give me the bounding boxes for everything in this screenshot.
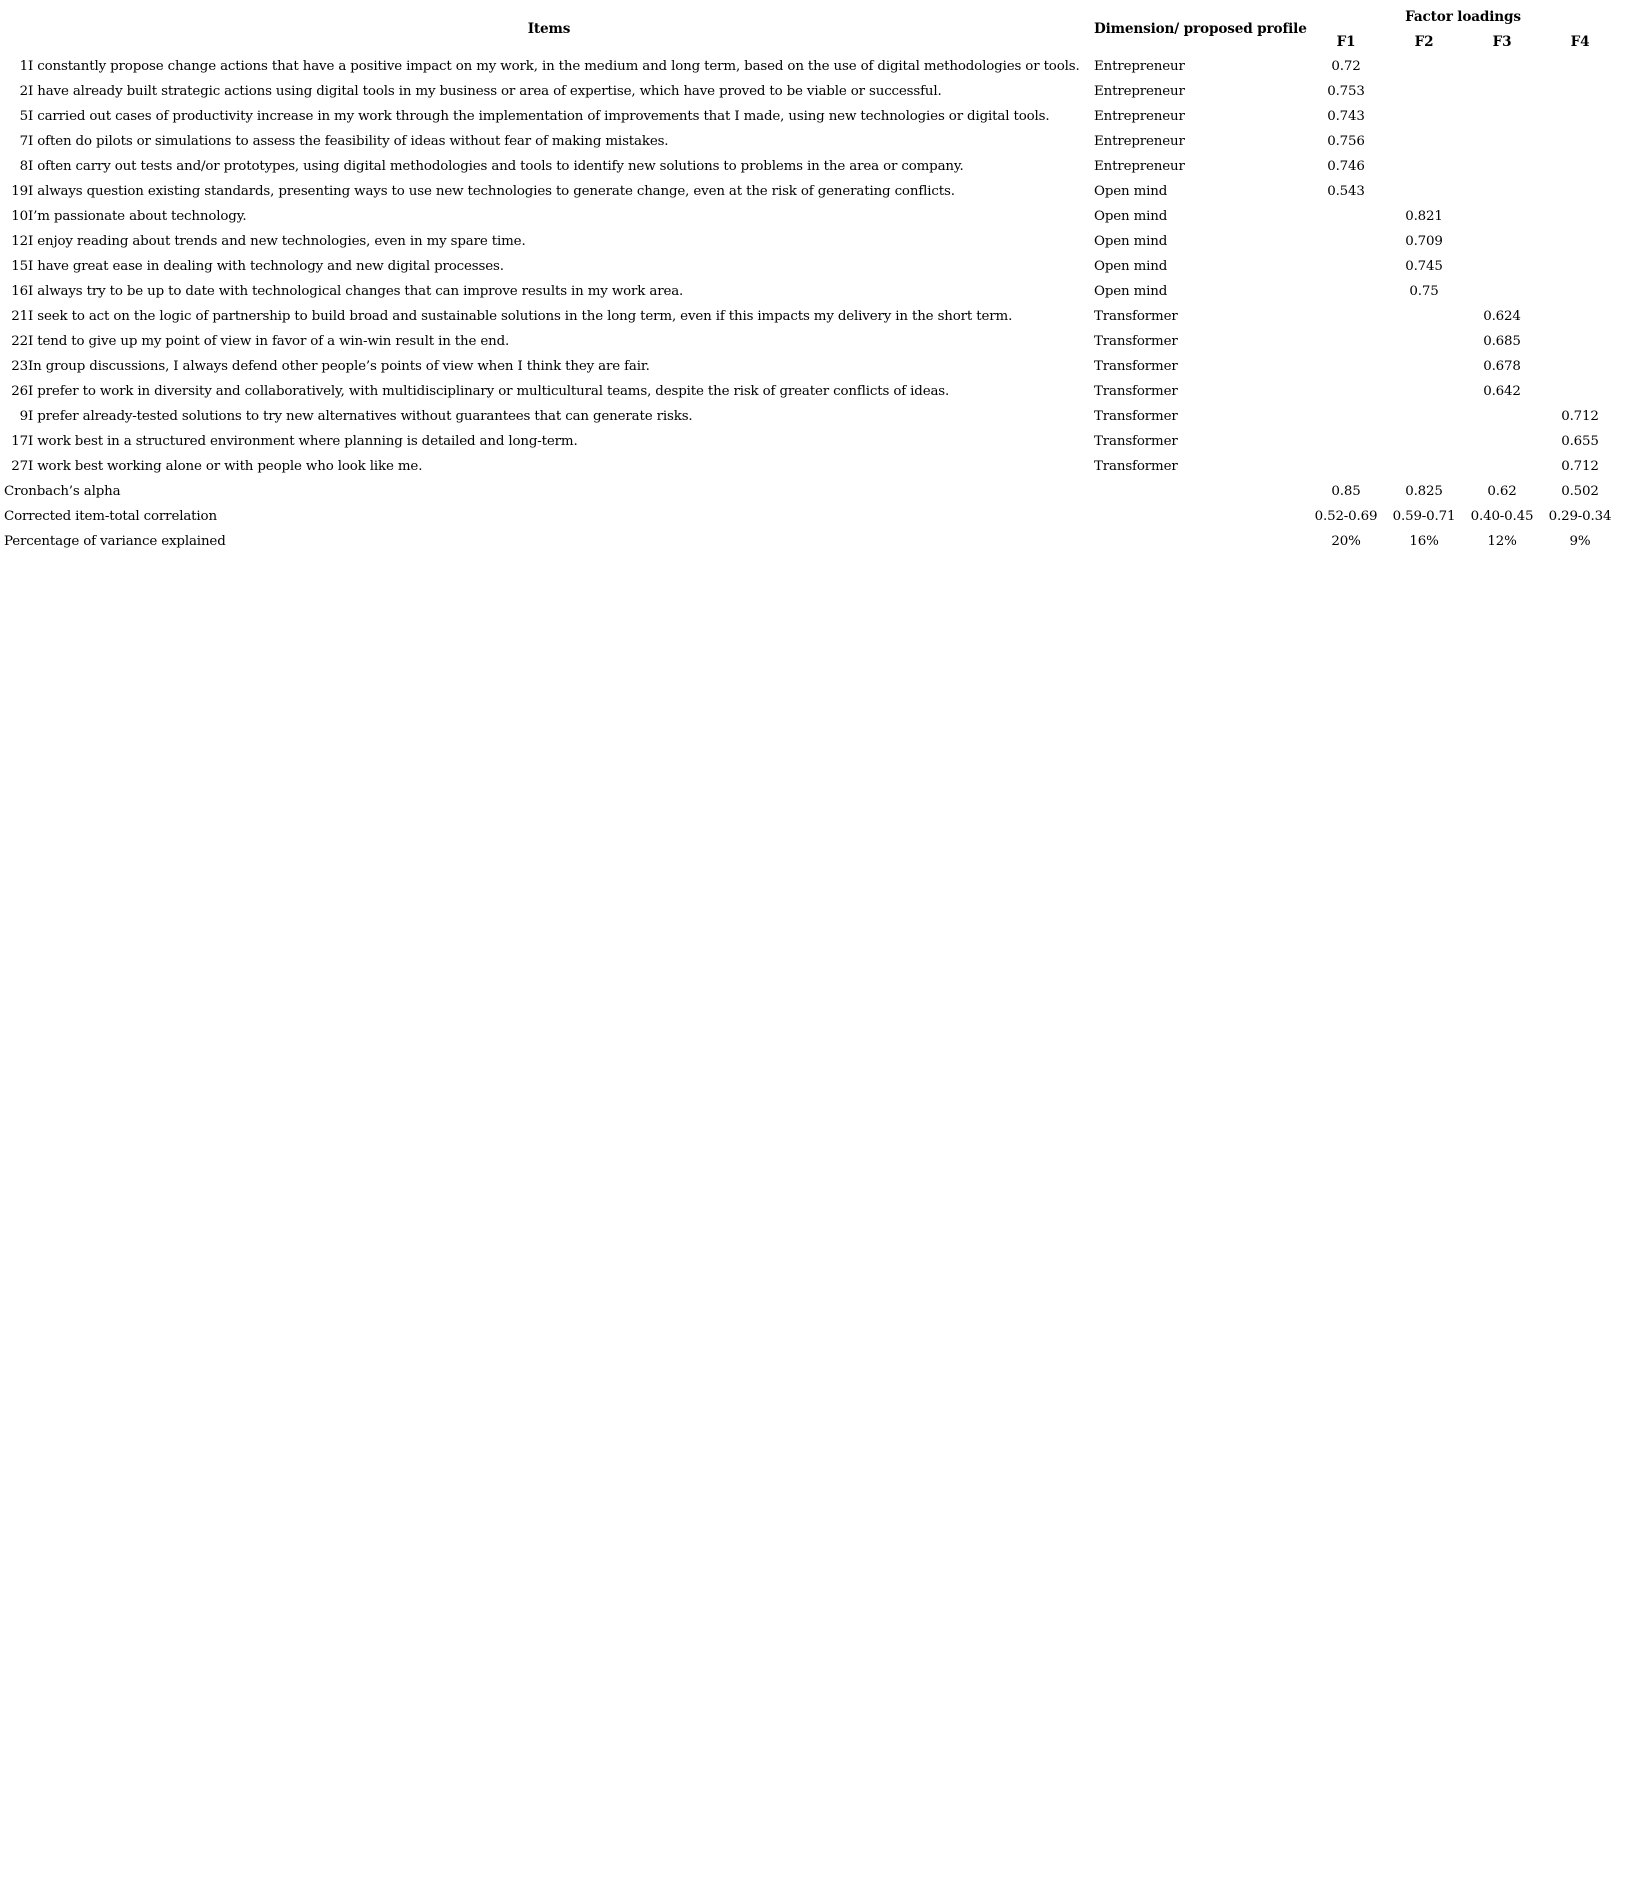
loading-cell-f3 [1463, 454, 1541, 479]
table-row [4, 354, 1619, 379]
summary-value-f4: 0.502 [1561, 484, 1599, 499]
dimension-cell: Entrepreneur [1094, 109, 1185, 124]
factor-column-header: F1 [1336, 33, 1356, 50]
summary-value-f2: 0.825 [1405, 484, 1443, 499]
table-row [4, 79, 1619, 104]
loading-cell-f1 [1307, 354, 1385, 379]
factor-column-header: F3 [1492, 33, 1512, 50]
item-text: I carried out cases of productivity increase in my work through the implementation of improvements that I made, using new technologies or digital tools. [28, 109, 1050, 124]
loading-cell-f1 [1307, 329, 1385, 354]
loading-cell-f4 [1541, 129, 1619, 154]
item-text: I work best working alone or with people who look like me. [28, 459, 423, 474]
loading-cell-f4: 0.712 [1561, 459, 1599, 474]
factor-loadings-header: Factor loadings [1405, 8, 1521, 25]
factor-column-header: F2 [1414, 33, 1434, 50]
summary-label: Cronbach’s alpha [4, 484, 121, 499]
item-text: I prefer to work in diversity and collaboratively, with multidisciplinary or multicultural teams, despite the risk of greater conflicts of ideas. [28, 384, 950, 399]
dimension-cell: Open mind [1094, 234, 1168, 249]
loading-cell-f2: 0.821 [1405, 209, 1443, 224]
loading-cell-f2 [1385, 379, 1463, 404]
loading-cell-f3: 0.624 [1483, 309, 1521, 324]
loading-cell-f4 [1541, 54, 1619, 79]
dimension-cell: Entrepreneur [1094, 134, 1185, 149]
item-number: 5 [19, 109, 28, 124]
loading-cell-f1 [1307, 229, 1385, 254]
item-text: I always question existing standards, presenting ways to use new technologies to generate change, even at the risk of generating conflicts. [28, 184, 955, 199]
summary-value-f3: 0.40-0.45 [1470, 509, 1534, 524]
item-text: I often do pilots or simulations to assess the feasibility of ideas without fear of making mistakes. [28, 134, 669, 149]
item-number: 2 [19, 84, 28, 99]
table-row [4, 404, 1619, 429]
item-text: I prefer already-tested solutions to try new alternatives without guarantees that can generate risks. [28, 409, 693, 424]
items-column-header: Items [527, 21, 571, 37]
table-row [4, 104, 1619, 129]
loading-cell-f2 [1385, 329, 1463, 354]
loading-cell-f1 [1307, 429, 1385, 454]
loading-cell-f2 [1385, 104, 1463, 129]
item-text: I’m passionate about technology. [28, 209, 247, 224]
loading-cell-f2 [1385, 429, 1463, 454]
loading-cell-f1 [1307, 404, 1385, 429]
item-number: 19 [11, 184, 28, 199]
loading-cell-f4 [1541, 104, 1619, 129]
summary-value-f1: 0.85 [1331, 484, 1361, 499]
loading-cell-f4 [1541, 304, 1619, 329]
loading-cell-f4 [1541, 254, 1619, 279]
loading-cell-f3: 0.685 [1483, 334, 1521, 349]
loading-cell-f3 [1463, 79, 1541, 104]
item-text: I seek to act on the logic of partnership to build broad and sustainable solutions in the long term, even if this impacts my delivery in the short term. [28, 309, 1013, 324]
loading-cell-f2 [1385, 129, 1463, 154]
summary-row [4, 479, 1619, 504]
loading-cell-f4: 0.712 [1561, 409, 1599, 424]
loading-cell-f2 [1385, 454, 1463, 479]
loading-cell-f3 [1463, 54, 1541, 79]
loading-cell-f4: 0.655 [1561, 434, 1599, 449]
item-number: 26 [11, 384, 28, 399]
table-row [4, 54, 1619, 79]
loading-cell-f4 [1541, 204, 1619, 229]
loading-cell-f4 [1541, 79, 1619, 104]
factor-loadings-table [4, 4, 1619, 554]
dimension-cell: Transformer [1094, 459, 1178, 474]
loading-cell-f2 [1385, 54, 1463, 79]
item-number: 12 [11, 234, 28, 249]
summary-label: Percentage of variance explained [4, 534, 226, 549]
loading-cell-f4 [1541, 154, 1619, 179]
item-number: 16 [11, 284, 28, 299]
loading-cell-f3 [1463, 429, 1541, 454]
loading-cell-f1 [1307, 204, 1385, 229]
loading-cell-f2 [1385, 304, 1463, 329]
loading-cell-f4 [1541, 379, 1619, 404]
item-number: 23 [11, 359, 28, 374]
summary-row [4, 504, 1619, 529]
item-number: 7 [19, 134, 28, 149]
item-text: In group discussions, I always defend other people’s points of view when I think they are fair. [28, 359, 650, 374]
dimension-cell: Entrepreneur [1094, 84, 1185, 99]
summary-label: Corrected item-total correlation [4, 509, 217, 524]
loading-cell-f2 [1385, 179, 1463, 204]
loading-cell-f3: 0.642 [1483, 384, 1521, 399]
loading-cell-f1 [1307, 454, 1385, 479]
loading-cell-f3: 0.678 [1483, 359, 1521, 374]
loading-cell-f2 [1385, 354, 1463, 379]
item-number: 1 [19, 59, 28, 74]
item-text: I tend to give up my point of view in favor of a win-win result in the end. [28, 334, 510, 349]
loading-cell-f3 [1463, 204, 1541, 229]
table-row [4, 229, 1619, 254]
loading-cell-f3 [1463, 229, 1541, 254]
summary-value-f1: 0.52-0.69 [1314, 509, 1378, 524]
dimension-cell: Open mind [1094, 209, 1168, 224]
dimension-cell: Entrepreneur [1094, 159, 1185, 174]
loading-cell-f1: 0.753 [1327, 84, 1365, 99]
loading-cell-f4 [1541, 329, 1619, 354]
loading-cell-f2: 0.709 [1405, 234, 1443, 249]
dimension-cell: Open mind [1094, 184, 1168, 199]
table-row [4, 254, 1619, 279]
summary-value-f3: 0.62 [1487, 484, 1517, 499]
item-number: 21 [11, 309, 28, 324]
summary-value-f4: 9% [1569, 534, 1591, 549]
dimension-cell: Transformer [1094, 384, 1178, 399]
item-text: I work best in a structured environment where planning is detailed and long-term. [28, 434, 578, 449]
loading-cell-f1: 0.543 [1327, 184, 1365, 199]
loading-cell-f3 [1463, 129, 1541, 154]
item-text: I often carry out tests and/or prototypes, using digital methodologies and tools to identify new solutions to problems in the area or company. [28, 159, 964, 174]
table-row [4, 204, 1619, 229]
summary-value-f2: 16% [1409, 534, 1439, 549]
item-number: 15 [11, 259, 28, 274]
dimension-column-header: Dimension/ proposed profile [1094, 21, 1307, 37]
table-body [4, 54, 1619, 554]
loading-cell-f2 [1385, 154, 1463, 179]
loading-cell-f2: 0.745 [1405, 259, 1443, 274]
item-number: 17 [11, 434, 28, 449]
table-row [4, 329, 1619, 354]
item-text: I always try to be up to date with technological changes that can improve results in my work area. [28, 284, 684, 299]
dimension-cell: Transformer [1094, 359, 1178, 374]
factor-column-header: F4 [1570, 33, 1590, 50]
table-row [4, 304, 1619, 329]
loading-cell-f3 [1463, 179, 1541, 204]
item-text: I enjoy reading about trends and new technologies, even in my spare time. [28, 234, 526, 249]
item-text: I have already built strategic actions using digital tools in my business or area of expertise, which have proved to be viable or successful. [28, 84, 942, 99]
loading-cell-f1 [1307, 379, 1385, 404]
loading-cell-f1 [1307, 254, 1385, 279]
item-text: I have great ease in dealing with technology and new digital processes. [28, 259, 504, 274]
loading-cell-f3 [1463, 104, 1541, 129]
loading-cell-f4 [1541, 354, 1619, 379]
table-row [4, 154, 1619, 179]
loading-cell-f4 [1541, 179, 1619, 204]
summary-row [4, 529, 1619, 554]
dimension-cell: Open mind [1094, 259, 1168, 274]
loading-cell-f2 [1385, 404, 1463, 429]
dimension-cell: Transformer [1094, 309, 1178, 324]
summary-value-f2: 0.59-0.71 [1392, 509, 1456, 524]
dimension-cell: Transformer [1094, 434, 1178, 449]
summary-value-f3: 12% [1487, 534, 1517, 549]
table-row [4, 179, 1619, 204]
loading-cell-f4 [1541, 229, 1619, 254]
loading-cell-f1: 0.743 [1327, 109, 1365, 124]
loading-cell-f2 [1385, 79, 1463, 104]
item-text: I constantly propose change actions that have a positive impact on my work, in the medium and long term, based on the use of digital methodologies or tools. [28, 59, 1080, 74]
loading-cell-f1: 0.756 [1327, 134, 1365, 149]
loading-cell-f1 [1307, 279, 1385, 304]
dimension-cell: Open mind [1094, 284, 1168, 299]
loading-cell-f4 [1541, 279, 1619, 304]
dimension-cell: Transformer [1094, 409, 1178, 424]
loading-cell-f3 [1463, 254, 1541, 279]
loading-cell-f3 [1463, 404, 1541, 429]
loading-cell-f1 [1307, 304, 1385, 329]
table-row [4, 129, 1619, 154]
loading-cell-f1: 0.746 [1327, 159, 1365, 174]
table-row [4, 454, 1619, 479]
loading-cell-f3 [1463, 154, 1541, 179]
loading-cell-f1: 0.72 [1331, 59, 1361, 74]
summary-value-f4: 0.29-0.34 [1548, 509, 1612, 524]
loading-cell-f3 [1463, 279, 1541, 304]
item-number: 10 [11, 209, 28, 224]
item-number: 9 [19, 409, 28, 424]
dimension-cell: Entrepreneur [1094, 59, 1185, 74]
loading-cell-f2: 0.75 [1409, 284, 1439, 299]
item-number: 8 [19, 159, 28, 174]
table-row [4, 279, 1619, 304]
summary-value-f1: 20% [1331, 534, 1361, 549]
item-number: 22 [11, 334, 28, 349]
item-number: 27 [11, 459, 28, 474]
table-row [4, 379, 1619, 404]
table-header [4, 4, 1619, 54]
table-row [4, 429, 1619, 454]
dimension-cell: Transformer [1094, 334, 1178, 349]
